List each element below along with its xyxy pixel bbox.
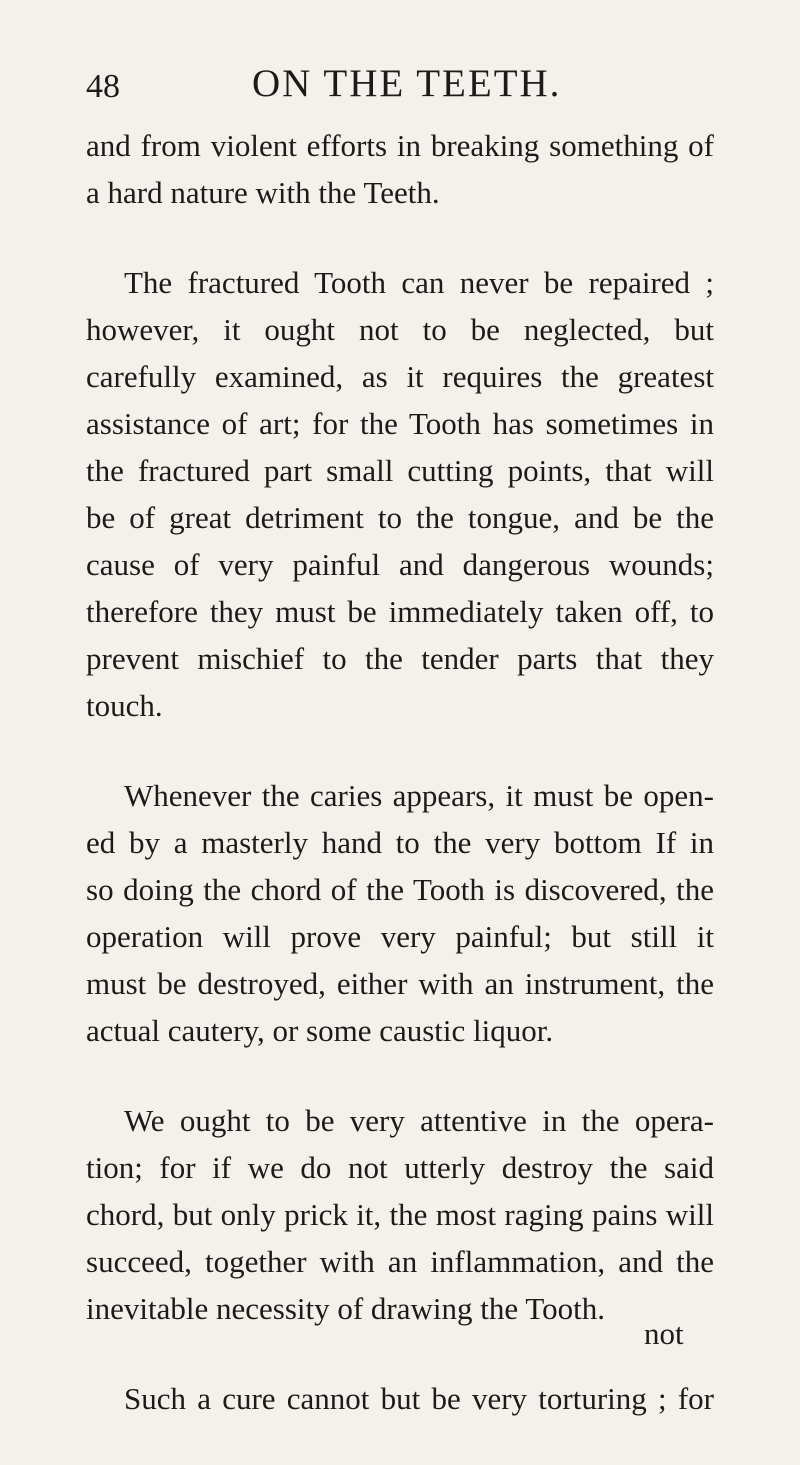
text-line: the fractured part small cutting points, that will <box>86 453 714 488</box>
body-text <box>86 122 714 1465</box>
paragraph <box>86 122 714 216</box>
text-line: therefore they must be immediately taken off, to <box>86 594 714 629</box>
running-head: ON THE TEETH. <box>252 62 562 105</box>
text-line: Such a cure cannot but be very torturing ; for <box>124 1381 714 1416</box>
text-line: actual cautery, or some caustic liquor. <box>86 1013 554 1048</box>
page-header <box>86 62 646 106</box>
text-line: chord, but only prick it, the most raging pains will <box>86 1197 714 1232</box>
text-line: inevitable necessity of drawing the Tooth. <box>86 1291 605 1326</box>
text-line: carefully examined, as it requires the greatest <box>86 359 714 394</box>
paragraph <box>86 1097 714 1332</box>
text-line: assistance of art; for the Tooth has sometimes in <box>86 406 714 441</box>
text-line: tion; for if we do not utterly destroy the said <box>86 1150 714 1185</box>
paragraph <box>86 1375 714 1422</box>
paragraph <box>86 259 714 729</box>
catchword: not <box>644 1316 684 1351</box>
text-line: be of great detriment to the tongue, and be the <box>86 500 714 535</box>
text-line: must be destroyed, either with an instrument, the <box>86 966 714 1001</box>
text-line: We ought to be very attentive in the opera- <box>124 1103 714 1138</box>
text-line: a hard nature with the Teeth. <box>86 175 440 210</box>
paragraph <box>86 772 714 1054</box>
text-line: cause of very painful and dangerous wounds; <box>86 547 714 582</box>
text-line: so doing the chord of the Tooth is discovered, the <box>86 872 714 907</box>
text-line: succeed, together with an inflammation, and the <box>86 1244 714 1279</box>
text-line: prevent mischief to the tender parts that they <box>86 641 714 676</box>
text-line: ed by a masterly hand to the very bottom If in <box>86 825 714 860</box>
text-line: and from violent efforts in breaking something of <box>86 128 714 163</box>
text-line: however, it ought not to be neglected, but <box>86 312 714 347</box>
text-line: The fractured Tooth can never be repaired ; <box>124 265 714 300</box>
text-line: touch. <box>86 688 163 723</box>
page-number: 48 <box>86 68 120 105</box>
text-line: operation will prove very painful; but still it <box>86 919 714 954</box>
text-line: Whenever the caries appears, it must be open- <box>124 778 714 813</box>
